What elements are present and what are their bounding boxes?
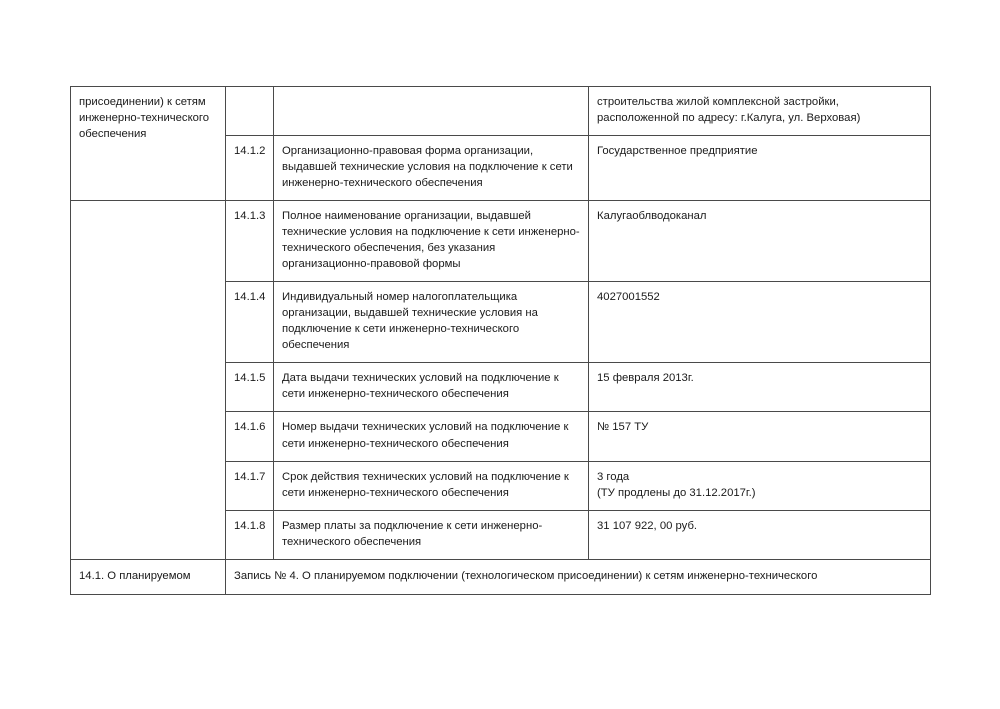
row-number: 14.1.5 — [226, 363, 274, 412]
row-value — [589, 363, 931, 412]
value-line: Государственное предприятие — [597, 145, 758, 158]
row-description: Срок действия технических условий на подключение к сети инженерно-технического обеспечения — [274, 461, 589, 510]
value-line: 15 февраля 2013г. — [597, 372, 694, 385]
value-line: № 157 ТУ — [597, 421, 649, 434]
information-table — [70, 86, 931, 595]
value-line: строительства жилой комплексной застройки, — [597, 96, 839, 108]
row-value — [589, 510, 931, 559]
row-description: Размер платы за подключение к сети инженерно-технического обеспечения — [274, 510, 589, 559]
value-line: расположенной по адресу: г.Калуга, ул. Верховая) — [597, 112, 861, 125]
row-label-empty — [71, 201, 226, 560]
row-description-continuation — [274, 87, 589, 136]
row-label-continuation: присоединении) к сетям инженерно-технического обеспечения — [71, 87, 226, 201]
value-line: 3 года — [597, 470, 630, 483]
row-value — [589, 461, 931, 510]
row-value-continuation — [589, 87, 931, 136]
row-value — [589, 412, 931, 461]
row-description: Полное наименование организации, выдавшей технические условия на подключение к сети инженерно-технического обеспечения, без указания организационно-правовой формы — [274, 201, 589, 282]
row-number: 14.1.4 — [226, 282, 274, 363]
row-value — [589, 136, 931, 201]
table-row — [71, 201, 931, 282]
row-number: 14.1.2 — [226, 136, 274, 201]
table-row — [71, 87, 931, 136]
value-line: Калугаоблводоканал — [597, 210, 707, 223]
row-value — [589, 282, 931, 363]
row-number: 14.1.8 — [226, 510, 274, 559]
row-description: Дата выдачи технических условий на подключение к сети инженерно-технического обеспечения — [274, 363, 589, 412]
footer-row-text: Запись № 4. О планируемом подключении (технологическом присоединении) к сетям инженерно-технического — [226, 559, 931, 594]
value-line: 4027001552 — [597, 291, 660, 304]
row-number: 14.1.6 — [226, 412, 274, 461]
row-number-continuation — [226, 87, 274, 136]
row-description: Индивидуальный номер налогоплательщика организации, выдавшей технические условия на подключение к сети инженерно-технического обеспечения — [274, 282, 589, 363]
table-row-footer — [71, 559, 931, 594]
row-description: Организационно-правовая форма организации, выдавшей технические условия на подключение к сети инженерно-технического обеспечения — [274, 136, 589, 201]
row-value — [589, 201, 931, 282]
footer-row-label: 14.1. О планируемом — [71, 559, 226, 594]
value-line: (ТУ продлены до 31.12.2017г.) — [597, 486, 756, 499]
row-number: 14.1.3 — [226, 201, 274, 282]
row-number: 14.1.7 — [226, 461, 274, 510]
value-line: 31 107 922, 00 руб. — [597, 519, 698, 532]
row-description: Номер выдачи технических условий на подключение к сети инженерно-технического обеспечения — [274, 412, 589, 461]
